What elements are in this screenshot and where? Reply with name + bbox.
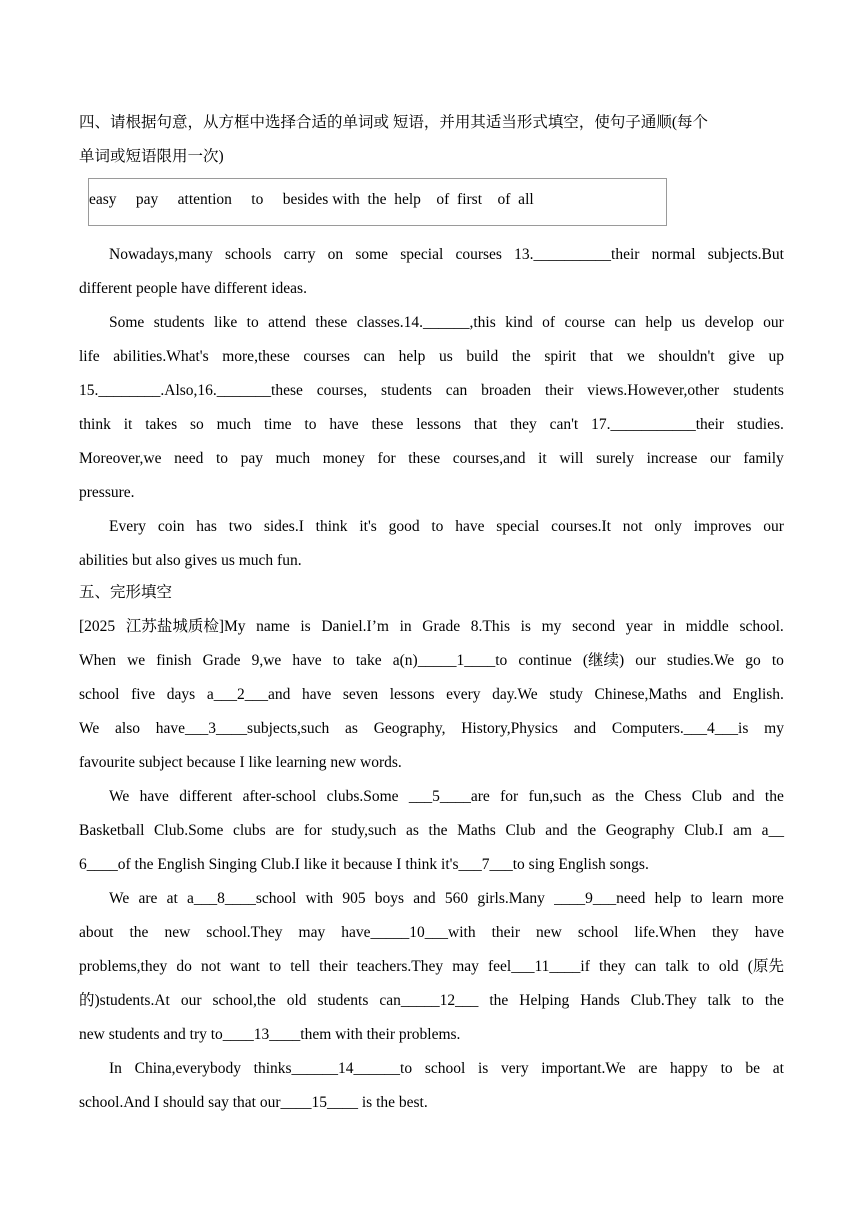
passage-word: 560 — [444, 890, 469, 907]
passage-word: learn — [711, 890, 743, 907]
passage-word: 13.__________their — [514, 246, 640, 263]
passage-word: help — [398, 348, 426, 365]
passage-word: shouldn't — [658, 348, 715, 365]
passage-word: spirit — [544, 348, 577, 365]
passage-word: study — [549, 686, 583, 703]
passage-word: at — [772, 1060, 784, 1077]
passage-word: courses,and — [452, 450, 526, 467]
passage-line — [79, 984, 784, 1018]
passage-word: Moreover,we — [79, 450, 162, 467]
passage-word: life.When — [634, 924, 696, 941]
passage-word: China,everybody — [134, 1060, 241, 1077]
passage-word: of — [542, 314, 556, 331]
passage-word: lessons — [416, 416, 462, 433]
passage-word: boys — [374, 890, 405, 907]
passage-word: for — [303, 822, 322, 839]
passage-word: a___2___and — [206, 686, 291, 703]
passage-word: only — [654, 518, 682, 535]
passage-word: Every — [109, 518, 147, 535]
passage-word: and — [698, 686, 722, 703]
passage-word: can — [634, 958, 657, 975]
passage-word: can't — [549, 416, 579, 433]
passage-word: broaden — [481, 382, 532, 399]
word-box — [88, 178, 667, 226]
passage-word: go — [745, 652, 761, 669]
passage-word: that — [589, 348, 614, 365]
passage-word: to — [215, 450, 229, 467]
passage-word: on — [327, 246, 344, 263]
passage-word: school — [577, 924, 619, 941]
passage-line — [79, 340, 784, 374]
passage-word: their — [544, 382, 574, 399]
passage-word: family — [743, 450, 784, 467]
passage-word: have — [301, 686, 332, 703]
passage-word: to — [431, 518, 444, 535]
passage-word: 江苏盐城质检]My — [125, 618, 246, 635]
passage-word: improves — [693, 518, 752, 535]
passage-word: a(n)_____1____to — [392, 652, 508, 669]
passage-word: pay — [240, 450, 264, 467]
passage-word: the — [428, 822, 448, 839]
passage-word: more — [751, 890, 784, 907]
passage-word: courses, — [316, 382, 368, 399]
passage-word: middle — [685, 618, 729, 635]
passage-word: problems,they — [79, 958, 168, 975]
passage-word: about — [79, 924, 114, 941]
passage-line — [79, 780, 784, 814]
passage-word: (继续) — [582, 652, 625, 669]
passage-word: name — [256, 618, 290, 635]
passage-word: much — [275, 450, 311, 467]
passage-word: and — [732, 788, 755, 805]
passage-word: important.We — [541, 1060, 626, 1077]
passage-word: for — [500, 788, 519, 805]
passage-word: We — [109, 890, 130, 907]
passage-word: give — [728, 348, 755, 365]
passage-word: my — [541, 618, 562, 635]
passage-word: time — [263, 416, 292, 433]
passage-word: us — [681, 314, 696, 331]
passage-word: school — [79, 686, 120, 703]
passage-word: have — [455, 518, 485, 535]
passage-word: Grade — [422, 618, 461, 635]
passage-word: a___8____school — [187, 890, 297, 907]
passage-word: the — [764, 788, 784, 805]
passage-word: abilities.What's — [113, 348, 209, 365]
passage-word: need — [174, 450, 204, 467]
passage-word: 15.________.Also,16._______these — [79, 382, 303, 399]
passage-word: old — [286, 992, 307, 1009]
passage-word: kind — [505, 314, 533, 331]
passage-word: has — [196, 518, 217, 535]
passage-line — [79, 882, 784, 916]
passage-line: favourite subject because I like learning new words. — [79, 754, 402, 771]
passage-word: have — [754, 924, 784, 941]
passage-word: Helping — [519, 992, 570, 1009]
passage-word: Club — [505, 822, 536, 839]
passage-line — [79, 814, 784, 848]
passage-word: We — [79, 720, 100, 737]
passage-line — [79, 678, 784, 712]
passage-word: school — [424, 1060, 466, 1077]
passage-word: students — [153, 314, 205, 331]
passage-word: to — [771, 652, 784, 669]
passage-word: ____9___need — [554, 890, 646, 907]
passage-word: Some — [109, 314, 145, 331]
passage-line — [79, 916, 784, 950]
passage-word: is — [300, 618, 311, 635]
passage-word: Maths — [457, 822, 496, 839]
passage-word: these — [408, 450, 441, 467]
word-box-options: easy pay attention to besides with the help of first of all — [89, 191, 534, 208]
passage-word: attend — [268, 314, 306, 331]
passage-word: studies. — [736, 416, 784, 433]
passage-word: Geography — [605, 822, 675, 839]
passage-line — [79, 712, 784, 746]
passage-word: take — [355, 652, 382, 669]
passage-word: at — [166, 890, 178, 907]
passage-line: abilities but also gives us much fun. — [79, 552, 302, 569]
passage-word: their — [491, 924, 521, 941]
passage-word: have — [139, 788, 169, 805]
passage-line — [79, 950, 784, 984]
passage-word: finish — [156, 652, 192, 669]
passage-word: two — [228, 518, 253, 535]
passage-word: am — [733, 822, 752, 839]
passage-word: to — [246, 314, 259, 331]
passage-word: feel___11____if — [488, 958, 590, 975]
passage-word: our — [635, 652, 656, 669]
passage-line — [79, 510, 784, 544]
passage-word: takes — [145, 416, 178, 433]
passage-word: in — [399, 618, 412, 635]
passage-word: these — [315, 314, 348, 331]
passage-word: schools — [224, 246, 272, 263]
passage-word: do — [176, 958, 192, 975]
passage-word: have — [292, 652, 322, 669]
passage-word: help — [645, 314, 673, 331]
passage-word: we — [127, 652, 146, 669]
passage-word: school.They — [206, 924, 283, 941]
passage-word: old — [718, 958, 739, 975]
passage-word: ___5____are — [408, 788, 490, 805]
section4-heading-line2: 单词或短语限用一次) — [79, 148, 224, 165]
passage-word: are — [275, 822, 295, 839]
passage-word: subjects.But — [707, 246, 784, 263]
passage-word: be — [745, 1060, 761, 1077]
passage-word: have_____10___with — [341, 924, 476, 941]
passage-word: Club — [691, 788, 722, 805]
passage-line — [79, 408, 784, 442]
passage-word: develop — [704, 314, 754, 331]
passage-word: they — [510, 416, 537, 433]
passage-word: their — [319, 958, 348, 975]
passage-word: the — [764, 992, 784, 1009]
passage-word: is — [477, 1060, 489, 1077]
passage-word: Club.Some — [154, 822, 224, 839]
passage-word: new — [164, 924, 191, 941]
passage-word: Geography, — [373, 720, 446, 737]
passage-word: increase — [646, 450, 698, 467]
passage-word: five — [131, 686, 156, 703]
passage-word: is — [520, 618, 531, 635]
passage-word: girls.Many — [477, 890, 545, 907]
passage-word: clubs.Some — [326, 788, 399, 805]
passage-word: second — [572, 618, 616, 635]
passage-word: are — [138, 890, 158, 907]
passage-word: our — [763, 518, 784, 535]
passage-word: lessons — [389, 686, 435, 703]
passage-word: English. — [732, 686, 784, 703]
passage-word: courses — [303, 348, 350, 365]
passage-word: after-school — [242, 788, 317, 805]
passage-word: special — [400, 246, 444, 263]
passage-word: [2025 — [79, 618, 116, 635]
passage-word: day.We — [492, 686, 538, 703]
passage-word: they — [598, 958, 626, 975]
passage-word: have___3____subjects,such — [155, 720, 330, 737]
passage-word: continue — [518, 652, 572, 669]
passage-word: to — [720, 1060, 733, 1077]
passage-word: days — [166, 686, 196, 703]
passage-word: Computers.___4___is — [611, 720, 749, 737]
passage-word: tell — [290, 958, 311, 975]
passage-word: Club.I — [684, 822, 724, 839]
passage-line: pressure. — [79, 484, 135, 501]
passage-word: the — [129, 924, 149, 941]
passage-line — [79, 238, 784, 272]
passage-line: new students and try to____13____them with their problems. — [79, 1026, 461, 1043]
passage-word: we — [626, 348, 645, 365]
section5-passage — [79, 610, 784, 1120]
passage-word: happy — [670, 1060, 708, 1077]
passage-word: want — [229, 958, 260, 975]
passage-word: History,Physics — [461, 720, 558, 737]
passage-word: to — [332, 652, 345, 669]
passage-word: they — [711, 924, 739, 941]
passage-word: every — [446, 686, 481, 703]
passage-word: our — [763, 314, 784, 331]
passage-word: so — [189, 416, 204, 433]
passage-word: Hands — [580, 992, 620, 1009]
passage-word: 9,we — [251, 652, 282, 669]
passage-word: (原先 — [747, 958, 784, 975]
passage-word: our — [710, 450, 731, 467]
passage-word: good — [388, 518, 420, 535]
passage-line — [79, 610, 784, 644]
passage-word: When — [79, 652, 117, 669]
passage-word: courses — [455, 246, 502, 263]
passage-word: 17.___________their — [591, 416, 725, 433]
passage-word: it — [123, 416, 133, 433]
passage-word: my — [764, 720, 784, 737]
passage-word: also — [115, 720, 141, 737]
passage-word: different — [179, 788, 233, 805]
passage-word: it's — [359, 518, 377, 535]
passage-word: Grade — [202, 652, 241, 669]
passage-word: these — [371, 416, 404, 433]
passage-word: help — [654, 890, 682, 907]
section4-passage — [79, 238, 784, 578]
passage-word: In — [109, 1060, 122, 1077]
passage-word: not — [622, 518, 643, 535]
passage-word: as — [406, 822, 419, 839]
passage-word: seven — [342, 686, 379, 703]
passage-word: students — [733, 382, 784, 399]
passage-word: like — [213, 314, 238, 331]
passage-word: think — [315, 518, 348, 535]
passage-word: to — [690, 890, 703, 907]
passage-line — [79, 442, 784, 476]
passage-word: to — [269, 958, 282, 975]
passage-word: school. — [739, 618, 784, 635]
passage-word: build — [466, 348, 499, 365]
passage-word: the — [615, 788, 635, 805]
passage-word: study,such — [331, 822, 397, 839]
passage-word: Chess — [644, 788, 682, 805]
passage-word: can — [363, 348, 386, 365]
passage-word: surely — [596, 450, 634, 467]
passage-word: courses.It — [551, 518, 611, 535]
passage-word: carry — [283, 246, 316, 263]
passage-word: the — [577, 822, 597, 839]
passage-line: school.And I should say that our____15____ is the best. — [79, 1094, 428, 1111]
passage-word: and — [573, 720, 597, 737]
passage-word: 905 — [342, 890, 366, 907]
passage-word: and — [545, 822, 568, 839]
passage-word: that — [473, 416, 498, 433]
document-page — [79, 106, 784, 1120]
passage-word: money — [322, 450, 365, 467]
passage-word: to — [697, 958, 710, 975]
passage-word: are — [638, 1060, 658, 1077]
passage-word: us — [438, 348, 453, 365]
passage-word: can — [614, 314, 636, 331]
passage-word: will — [559, 450, 584, 467]
passage-word: course — [564, 314, 605, 331]
section5-heading: 五、完形填空 — [79, 584, 173, 601]
passage-word: may — [452, 958, 479, 975]
passage-word: Basketball — [79, 822, 145, 839]
passage-word: fun,such — [528, 788, 582, 805]
passage-word: it — [538, 450, 547, 467]
passage-word: Club.They — [630, 992, 697, 1009]
passage-word: clubs — [232, 822, 266, 839]
passage-word: in — [663, 618, 676, 635]
passage-word: Chinese,Maths — [594, 686, 688, 703]
passage-word: views.However,other — [587, 382, 720, 399]
passage-word: to — [741, 992, 754, 1009]
passage-word: can_____12___ — [379, 992, 479, 1009]
passage-word: Nowadays,many — [109, 246, 213, 263]
passage-word: a__ — [761, 822, 784, 839]
passage-word: up — [768, 348, 784, 365]
passage-word: not — [200, 958, 221, 975]
passage-line — [79, 374, 784, 408]
passage-line — [79, 644, 784, 678]
section4-heading-line1: 四、请根据句意，从方框中选择合适的单词或 短语，并用其适当形式填空，使句子通顺(每个 — [79, 114, 709, 131]
passage-word: 8.This — [470, 618, 510, 635]
passage-word: our — [180, 992, 202, 1009]
passage-line — [79, 306, 784, 340]
passage-word: 的)students.At — [79, 992, 170, 1009]
passage-word: may — [298, 924, 326, 941]
passage-word: to — [304, 416, 317, 433]
passage-word: as — [591, 788, 605, 805]
passage-word: teachers.They — [356, 958, 444, 975]
passage-word: can — [445, 382, 468, 399]
passage-word: and — [413, 890, 436, 907]
passage-word: think — [79, 416, 111, 433]
passage-line: different people have different ideas. — [79, 280, 307, 297]
passage-word: life — [79, 348, 100, 365]
passage-word: have — [329, 416, 359, 433]
passage-word: new — [536, 924, 562, 941]
passage-word: normal — [651, 246, 696, 263]
passage-word: more,these — [222, 348, 290, 365]
passage-word: talk — [707, 992, 731, 1009]
passage-word: coin — [157, 518, 185, 535]
passage-word: classes.14.______,this — [356, 314, 496, 331]
passage-line: 6____of the English Singing Club.I like it because I think it's___7___to sing English songs. — [79, 856, 649, 873]
passage-word: special — [496, 518, 540, 535]
passage-word: the — [489, 992, 509, 1009]
passage-word: We — [109, 788, 130, 805]
passage-word: much — [216, 416, 252, 433]
passage-word: for — [377, 450, 396, 467]
passage-word: as — [345, 720, 358, 737]
passage-word: studies.We — [666, 652, 735, 669]
passage-word: the — [511, 348, 531, 365]
passage-word: sides.I — [263, 518, 304, 535]
passage-word: Daniel.I’m — [321, 618, 389, 635]
passage-line — [79, 1052, 784, 1086]
passage-word: very — [501, 1060, 529, 1077]
passage-word: students — [381, 382, 432, 399]
passage-word: with — [305, 890, 334, 907]
passage-word: talk — [665, 958, 689, 975]
passage-word: thinks______14______to — [253, 1060, 413, 1077]
passage-word: school,the — [212, 992, 276, 1009]
passage-word: students — [317, 992, 369, 1009]
passage-word: some — [355, 246, 389, 263]
passage-word: year — [625, 618, 653, 635]
